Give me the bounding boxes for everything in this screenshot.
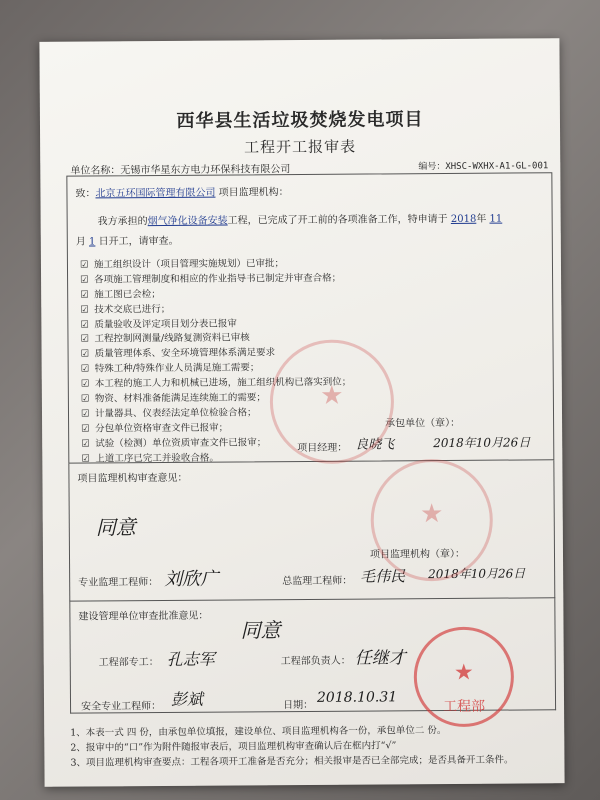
dept-head-label: 工程部负责人： — [280, 655, 351, 668]
checklist-item-text: 上道工序已完工并验收合格。 — [95, 452, 219, 465]
checklist-item-text: 质量验收及评定项目划分表已报审 — [94, 318, 237, 331]
safety-engineer-signature: 彭斌 — [170, 689, 204, 709]
checked-box-icon: ☑ — [80, 274, 89, 286]
page-title: 西华县生活垃圾焚烧发电项目 — [176, 109, 424, 132]
checked-box-icon: ☑ — [81, 438, 90, 450]
dept-specialist-label: 工程部专工： — [98, 657, 159, 669]
owner-stamp: ★ 工程部 — [414, 627, 515, 728]
dept-head-signature: 任继才 — [354, 648, 406, 669]
checklist-item — [80, 272, 351, 289]
dept-specialist-signature: 孔志军 — [166, 649, 215, 669]
checked-box-icon: ☑ — [80, 319, 89, 331]
engineer-label: 专业监理工程师： — [78, 577, 159, 589]
checklist-item-text: 本工程的施工人力和机械已进场，施工组织机构已落实到位； — [94, 376, 352, 390]
supervisor-opinion: 同意 — [95, 515, 136, 540]
note-line: 3、项目监理机构审查要点：工程各项开工准备是否充分；相关报审是否已全部完成；是否具备开工条件。 — [70, 754, 514, 769]
checklist-item-text: 质量管理体系、安全环境管理体系满足要求 — [94, 347, 276, 360]
approval-date-label: 日期： — [283, 699, 314, 712]
note-line: 1、本表一式 四 份，由承包单位填报，建设单位、项目监理机构各一份，承包单位二 份。 — [70, 725, 447, 739]
checklist-item-text: 施工图已会检； — [94, 288, 161, 301]
form-number: 编号：XHSC-WXHX-A1-GL-001 — [418, 161, 549, 173]
checklist-item-text: 工程控制网测量/线路复测资料已审核 — [94, 332, 250, 345]
checked-box-icon: ☑ — [80, 289, 89, 301]
checklist-item-text: 技术交底已进行； — [94, 303, 171, 316]
checked-box-icon: ☑ — [80, 378, 90, 390]
supervisor-review-heading: 项目监理机构审查意见： — [77, 472, 188, 485]
work-name: 烟气净化设备安装 — [147, 215, 228, 228]
checked-box-icon: ☑ — [81, 453, 90, 465]
safety-engineer-label: 安全专业工程师： — [81, 700, 162, 713]
checked-box-icon: ☑ — [80, 408, 90, 420]
chief-engineer-label: 总监理工程师： — [282, 575, 353, 588]
form-notes — [70, 722, 556, 770]
checklist-item-text: 施工组织设计（项目管理实施规划）已审批； — [93, 258, 285, 271]
checklist-item-text: 特殊工种/特殊作业人员满足施工需要； — [94, 362, 260, 375]
start-year: 2018 — [450, 213, 477, 225]
contractor-stamp: ★ — [269, 339, 394, 464]
checked-box-icon: ☑ — [81, 423, 90, 435]
start-day: 1 — [88, 236, 96, 248]
owner-opinion: 同意 — [240, 618, 281, 643]
pm-signature: 良晓飞 — [355, 437, 395, 453]
checked-box-icon: ☑ — [80, 348, 90, 360]
supervisor-stamp: ★ — [370, 459, 493, 582]
start-month: 11 — [489, 213, 503, 225]
form-title: 工程开工报审表 — [244, 137, 357, 157]
chief-engineer-date: 2018年10月26日 — [428, 566, 526, 582]
application-form — [39, 38, 564, 787]
supervisor-org-label: 项目监理机构（章）： — [369, 548, 466, 561]
approval-date: 2018.10.31 — [316, 689, 398, 706]
checked-box-icon: ☑ — [79, 259, 89, 271]
checklist-item-text: 物资、材料准备能满足连续施工的需要； — [94, 392, 266, 405]
note-line: 2、报审中的“口”作为附件随报审表后，项目监理机构审查确认后在框内打“√” — [70, 740, 397, 754]
request-line-2: 月 1 日开工，请审查。 — [75, 235, 179, 248]
owner-approval-heading: 建设管理单位审查批准意见： — [78, 610, 209, 623]
checklist-item-text: 试验（检测）单位资质审查文件已报审； — [95, 436, 267, 450]
checked-box-icon: ☑ — [80, 393, 90, 405]
contractor-label: 承包单位（章）： — [385, 417, 461, 430]
chief-engineer-signature: 毛伟民 — [360, 567, 406, 586]
request-line-1: 我方承担的烟气净化设备安装工程，已完成了开工前的各项准备工作，特申请于 2018年 11 — [97, 213, 503, 228]
unit-name: 单位名称：无锡市华星东方电力环保科技有限公司 — [70, 164, 291, 177]
supervisor-name: 北京五环国际管理有限公司 — [95, 187, 216, 200]
checked-box-icon: ☑ — [80, 363, 90, 375]
checklist-item-text: 分包单位资格审查文件已报审； — [95, 422, 229, 435]
engineer-signature: 刘欣广 — [164, 568, 219, 590]
addressee-line: 致：北京五环国际管理有限公司 项目监理机构： — [75, 187, 289, 200]
pm-date: 2018年10月26日 — [433, 435, 531, 451]
checklist-item-text: 各项施工管理制度和相应的作业指导书已制定并审查合格； — [94, 272, 342, 286]
checked-box-icon: ☑ — [80, 333, 90, 345]
checked-box-icon: ☑ — [80, 304, 89, 316]
pm-label: 项目经理： — [297, 442, 348, 455]
checklist-item-text: 计量器具、仪表经法定单位检验合格； — [94, 407, 257, 420]
